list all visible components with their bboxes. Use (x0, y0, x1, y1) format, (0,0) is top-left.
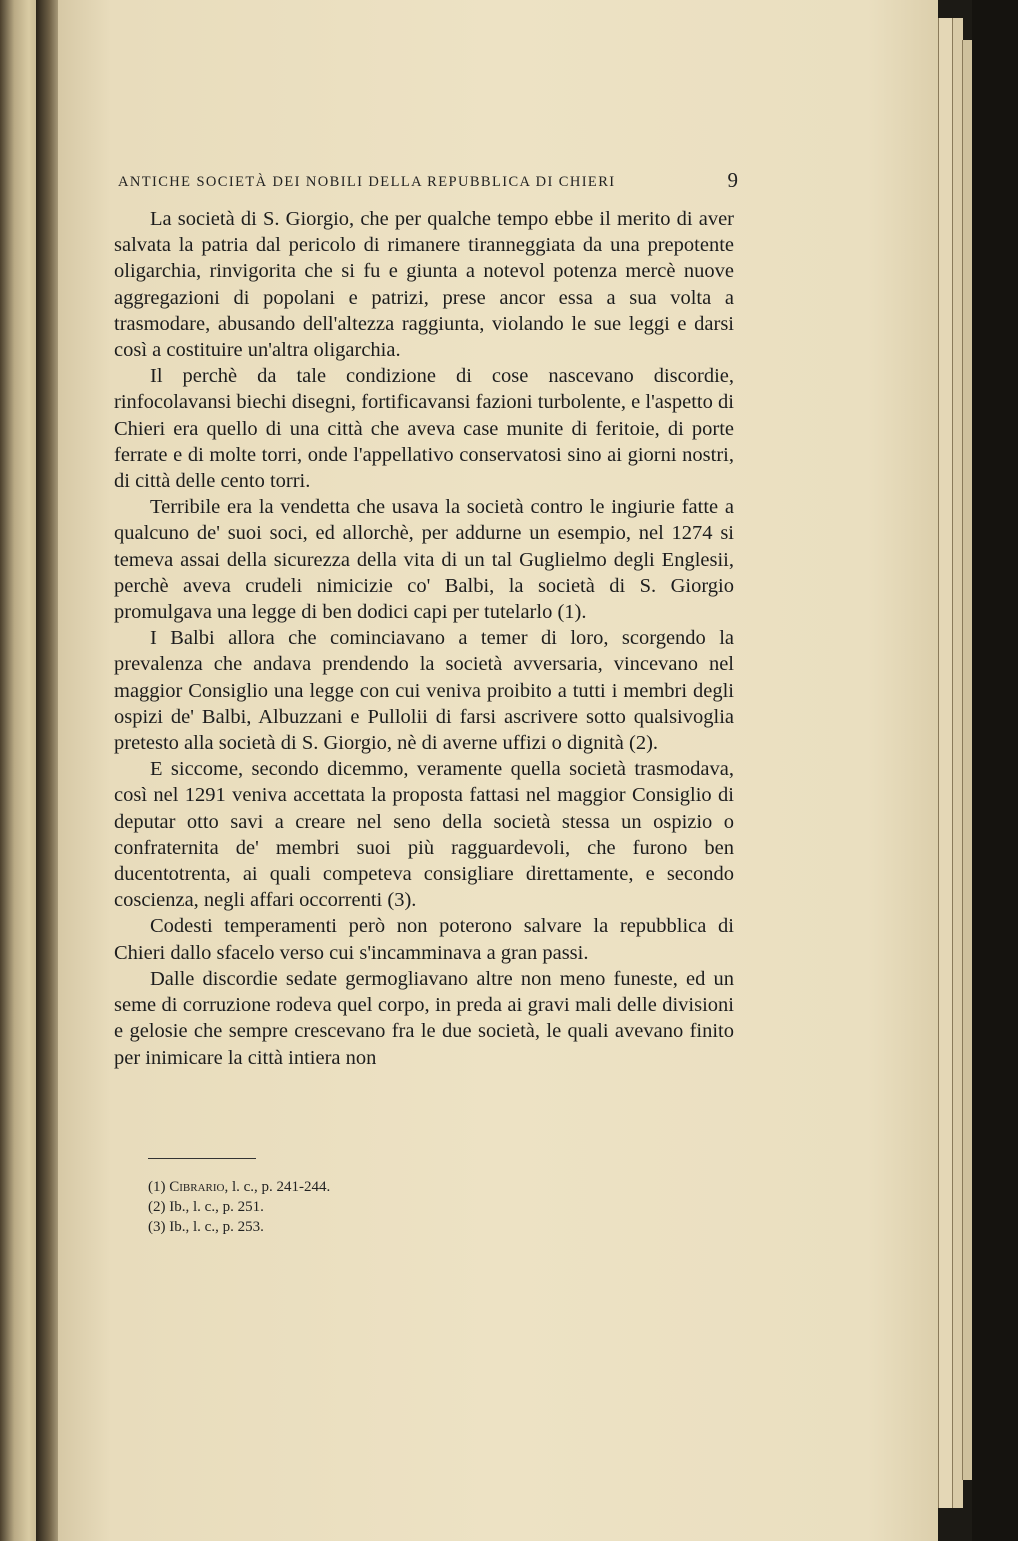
footnotes (148, 1177, 330, 1237)
footnote (148, 1197, 330, 1217)
footnote-author: Cibrario (169, 1179, 225, 1195)
left-page-edge (0, 0, 36, 1541)
page-number: 9 (727, 168, 738, 192)
footnote-ref: Ib., l. c., p. 253. (169, 1219, 264, 1235)
paragraph: La società di S. Giorgio, che per qualche tempo ebbe il merito di aver salvata la patria dal pericolo di rimanere tiranneggiata da una prepotente oligarchia, rinvigorita che si fu e giunta a notevol potenza mercè nuove aggregazioni di popolani e patrizi, prese ancor essa a sua volta a trasmodare, abusando dell'altezza raggiunta, violando le sue leggi e darsi così a costituire un'altra oligarchia. (114, 208, 734, 362)
running-header (118, 170, 738, 194)
footnote-mark: (1) (148, 1179, 166, 1195)
footnote (148, 1177, 330, 1197)
page-stack-edge (938, 18, 953, 1508)
footnote-mark: (3) (148, 1219, 166, 1235)
book-gutter (36, 0, 58, 1541)
paragraph: Dalle discordie sedate germogliavano altre non meno funeste, ed un seme di corruzione rodeva quel corpo, in preda ai gravi mali delle divisioni e gelosie che sempre crescevano fra le due società, le quali avevano finito per inimicare la città intiera non (114, 967, 734, 1069)
paragraph: I Balbi allora che cominciavano a temer di loro, scorgendo la prevalenza che andava prendendo la società avversaria, vincevano nel maggior Consiglio una legge con cui veniva proibito a tutti i membri degli ospizi de' Balbi, Albuzzani e Pullolii di farsi ascrivere sotto qualsivoglia pretesto alla società di S. Giorgio, nè di averne uffizi o dignità (2). (114, 627, 734, 755)
paragraph: Codesti temperamenti però non poterono salvare la repubblica di Chieri dallo sfacelo verso cui s'incamminava a gran passi. (114, 915, 734, 964)
footnote-ref: , l. c., p. 241-244. (224, 1179, 331, 1195)
footnote-rule (148, 1158, 256, 1159)
running-title: ANTICHE SOCIETÀ DEI NOBILI DELLA REPUBBLICA DI CHIERI (118, 174, 616, 190)
footnote-mark: (2) (148, 1199, 166, 1215)
footnote (148, 1217, 330, 1237)
footnote-ref: Ib., l. c., p. 251. (169, 1199, 264, 1215)
paragraph: Terribile era la vendetta che usava la società contro le ingiurie fatte a qualcuno de' suoi soci, ed allorchè, per addurne un esempio, nel 1274 si temeva assai della sicurezza della vita di un tal Guglielmo degli Englesii, perchè aveva crudeli nimicizie co' Balbi, la società di S. Giorgio promulgava una legge di ben dodici capi per tutelarlo (1). (114, 496, 734, 624)
paragraph: Il perchè da tale condizione di cose nascevano discordie, rinfocolavansi biechi disegni, fortificavansi fazioni turbolente, e l'aspetto di Chieri era quello di una città che aveva case munite di feritoie, di porte ferrate e di molte torri, onde l'appellativo conservatosi sino ai giorni nostri, di città delle cento torri. (114, 365, 734, 493)
body-text (114, 206, 734, 1071)
background-right (972, 0, 1018, 1541)
paragraph: E siccome, secondo dicemmo, veramente quella società trasmodava, così nel 1291 veniva accettata la proposta fattasi nel maggior Consiglio di deputar otto savi a creare nel seno della società stessa un ospizio o confraternita de' membri suoi più ragguardevoli, che furono ben ducentotrenta, ai quali competeva consigliare direttamente, e secondo coscienza, negli affari occorrenti (3). (114, 758, 734, 912)
